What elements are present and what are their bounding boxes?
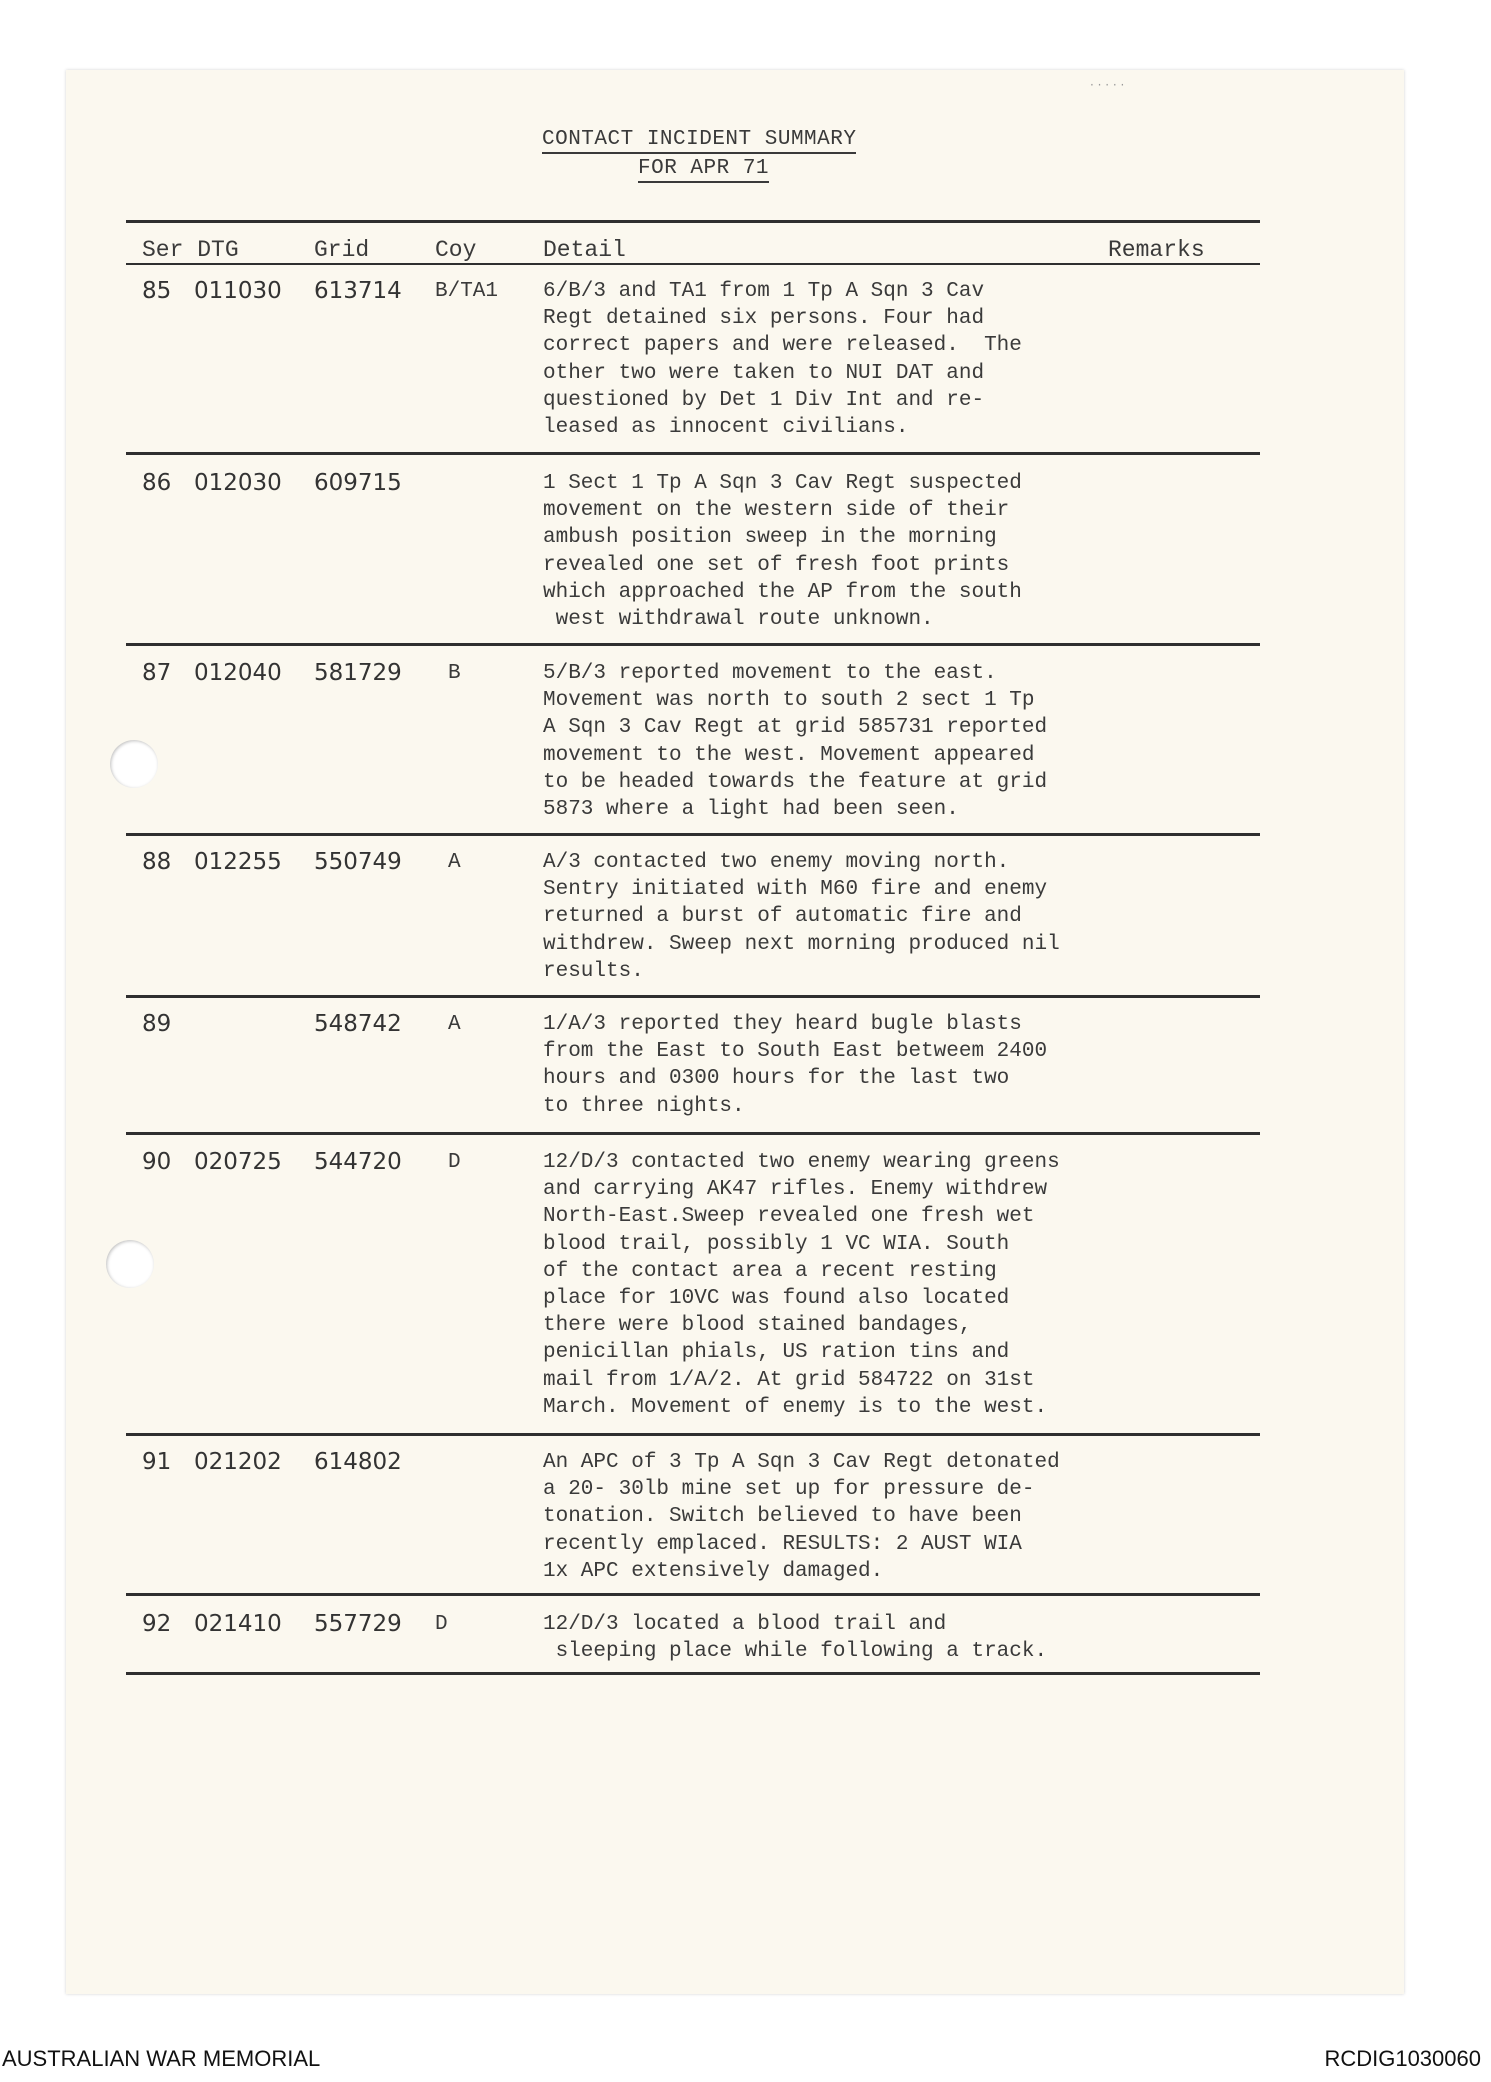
row-coy: D: [448, 1151, 461, 1174]
row-coy: A: [448, 851, 461, 874]
row-ser: 90: [142, 1149, 172, 1175]
footer-record-id: RCDIG1030060: [1324, 2046, 1481, 2071]
row-detail: 1/A/3 reported they heard bugle blasts from the East to South East betweem 2400 hours and 0300 hours for the last two to three nights.: [543, 1013, 1048, 1118]
row-divider: [126, 1593, 1260, 1596]
row-ser: 85: [142, 278, 172, 304]
header-coy: Coy: [435, 237, 477, 263]
header-detail: Detail: [543, 237, 626, 263]
document-subtitle: FOR APR 71: [638, 157, 769, 183]
row-detail: A/3 contacted two enemy moving north. Sentry initiated with M60 fire and enemy returned a burst of automatic fire and withdrew. Sweep next morning produced nil results.: [543, 851, 1060, 983]
table-top-rule: [126, 220, 1260, 223]
row-divider: [126, 833, 1260, 836]
row-divider: [126, 1132, 1260, 1135]
footer-archive-name: AUSTRALIAN WAR MEMORIAL: [2, 2046, 321, 2071]
row-detail: 5/B/3 reported movement to the east. Movement was north to south 2 sect 1 Tp A Sqn 3 Cav Regt at grid 585731 reported movement to the west. Movement appeared to be headed towards the feature at grid 5873 where a light had been seen.: [543, 662, 1048, 822]
row-ser: 87: [142, 660, 172, 686]
row-dtg: 020725: [194, 1149, 282, 1175]
row-dtg: 012040: [194, 660, 282, 686]
header-ser-dtg: Ser DTG: [142, 237, 239, 263]
row-dtg: 011030: [194, 278, 282, 304]
row-divider: [126, 995, 1260, 998]
row-detail: 6/B/3 and TA1 from 1 Tp A Sqn 3 Cav Regt detained six persons. Four had correct papers and were released. The other two were taken to NUI DAT and questioned by Det 1 Div Int and re- leased as innocent civilians.: [543, 280, 1022, 440]
header-bottom-rule: [126, 263, 1260, 265]
row-divider: [126, 643, 1260, 646]
row-divider: [126, 1433, 1260, 1436]
row-grid: 613714: [314, 278, 402, 304]
row-detail: 12/D/3 contacted two enemy wearing greens and carrying AK47 rifles. Enemy withdrew North-East.Sweep revealed one fresh wet blood trail, possibly 1 VC WIA. South of the contact area a recent resting place for 10VC was found also located there were blood stained bandages, penicillan phials, US ration tins and mail from 1/A/2. At grid 584722 on 31st March. Movement of enemy is to the west.: [543, 1151, 1060, 1419]
row-coy: A: [448, 1013, 461, 1036]
row-grid: 548742: [314, 1011, 402, 1037]
row-dtg: 012030: [194, 470, 282, 496]
row-grid: 609715: [314, 470, 402, 496]
punch-hole-upper: [110, 740, 158, 788]
row-detail: An APC of 3 Tp A Sqn 3 Cav Regt detonated a 20- 30lb mine set up for pressure de- tonation. Switch believed to have been recently emplaced. RESULTS: 2 AUST WIA 1x APC extensively damaged.: [543, 1451, 1060, 1583]
row-coy: B/TA1: [435, 280, 499, 303]
scan-speck: · · · · ·: [1090, 78, 1125, 92]
header-remarks: Remarks: [1108, 237, 1205, 263]
row-grid: 557729: [314, 1611, 402, 1637]
row-coy: B: [448, 662, 461, 685]
row-ser: 91: [142, 1449, 172, 1475]
row-divider: [126, 452, 1260, 455]
row-dtg: 021410: [194, 1611, 282, 1637]
header-grid: Grid: [314, 237, 370, 263]
row-dtg: 021202: [194, 1449, 282, 1475]
row-ser: 92: [142, 1611, 172, 1637]
document-title: CONTACT INCIDENT SUMMARY: [542, 128, 856, 154]
row-ser: 86: [142, 470, 172, 496]
row-ser: 89: [142, 1011, 172, 1037]
row-detail: 12/D/3 located a blood trail and sleeping place while following a track.: [543, 1613, 1048, 1664]
row-grid: 550749: [314, 849, 402, 875]
row-dtg: 012255: [194, 849, 282, 875]
row-detail: 1 Sect 1 Tp A Sqn 3 Cav Regt suspected movement on the western side of their ambush position sweep in the morning revealed one set of fresh foot prints which approached the AP from the south west withdrawal route unknown.: [543, 472, 1022, 632]
row-grid: 581729: [314, 660, 402, 686]
punch-hole-lower: [106, 1240, 154, 1288]
row-ser: 88: [142, 849, 172, 875]
row-grid: 614802: [314, 1449, 402, 1475]
row-coy: D: [435, 1613, 448, 1636]
table-bottom-rule: [126, 1672, 1260, 1675]
row-grid: 544720: [314, 1149, 402, 1175]
